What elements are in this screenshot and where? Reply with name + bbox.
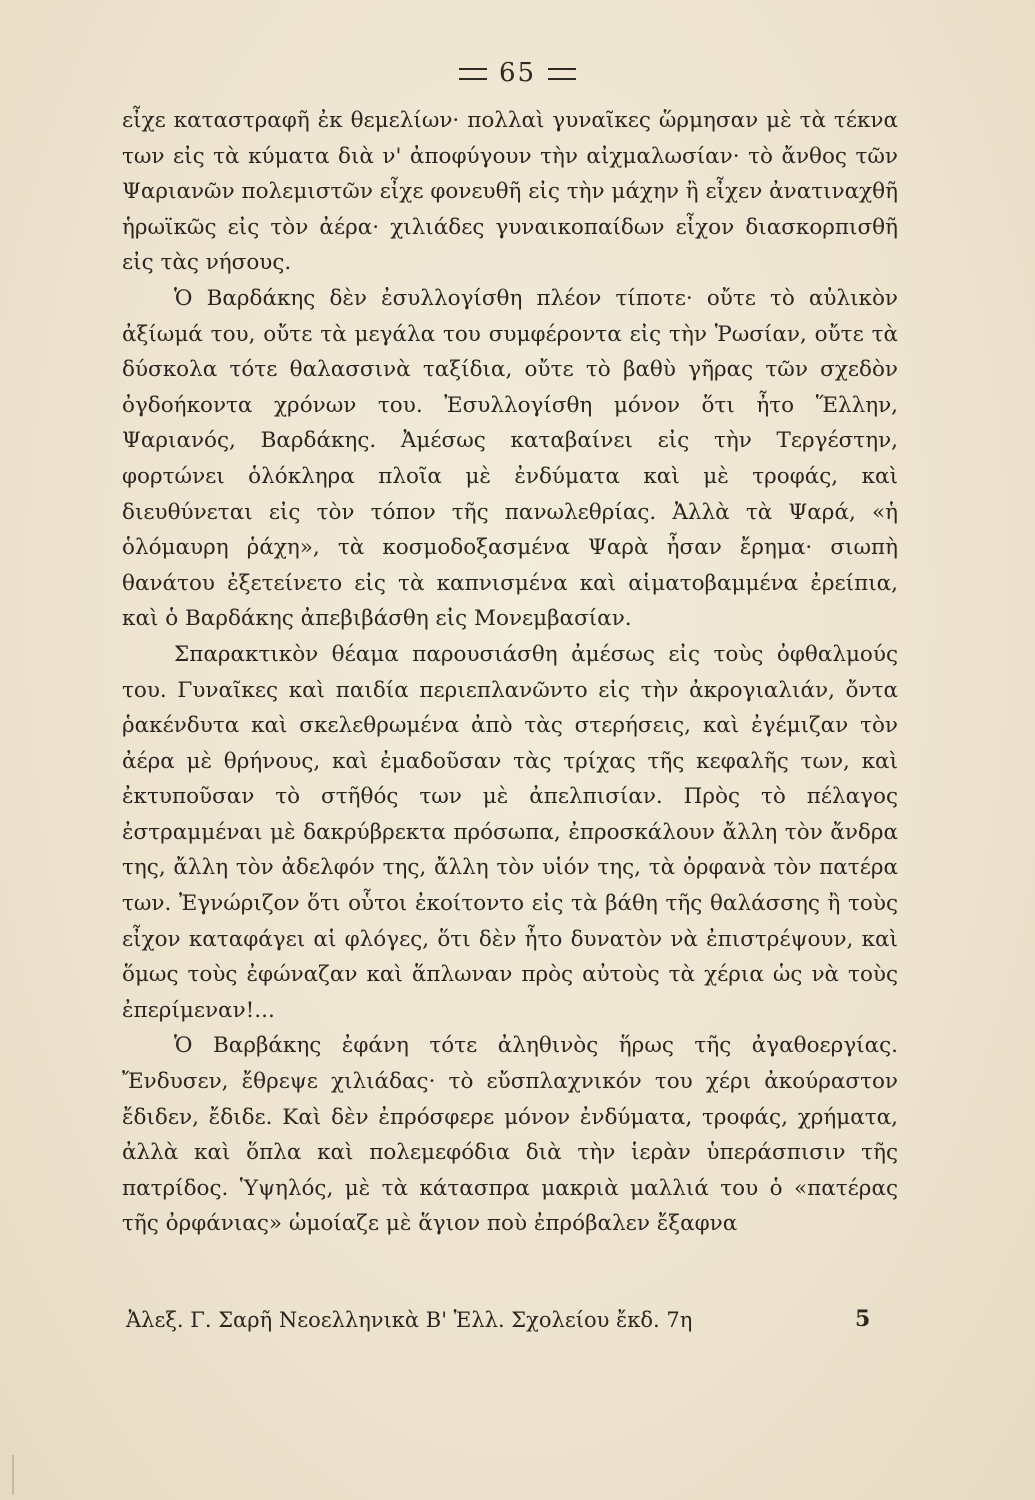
- footer-citation: Ἀλεξ. Γ. Σαρῆ Νεοελληνικὰ Β' Ἑλλ. Σχολείου ἔκδ. 7η: [126, 1308, 693, 1332]
- page-number-left-dash: [459, 68, 487, 80]
- paragraph-1: εἶχε καταστραφῆ ἐκ θεμελίων· πολλαὶ γυναῖκες ὥρμησαν μὲ τὰ τέκνα των εἰς τὰ κύματα διὰ ν' ἀποφύγουν τὴν αἰχμαλωσίαν· τὸ ἄνθος τῶν Ψαριανῶν πολεμιστῶν εἶχε φονευθῆ εἰς τὴν μάχην ἢ εἶχεν ἀνατιναχθῆ ἡρωϊκῶς εἰς τὸν ἀέρα· χιλιάδες γυναικοπαίδων εἶχον διασκορπισθῆ εἰς τὰς νήσους.: [122, 108, 898, 276]
- page-number-text: 65: [498, 58, 537, 88]
- paragraph-3: Σπαρακτικὸν θέαμα παρουσιάσθη ἀμέσως εἰς τοὺς ὀφθαλμούς του. Γυναῖκες καὶ παιδία περιεπλανῶντο εἰς τὴν ἀκρογιαλιάν, ὄντα ῥακένδυτα καὶ σκελεθρωμένα ἀπὸ τὰς στερήσεις, καὶ ἐγέμιζαν τὸν ἀέρα μὲ θρήνους, καὶ ἐμαδοῦσαν τὰς τρίχας τῆς κεφαλῆς των, καὶ ἐκτυποῦσαν τὸ στῆθός των μὲ ἀπελπισίαν. Πρὸς τὸ πέλαγος ἐστραμμέναι μὲ δακρύβρεκτα πρόσωπα, ἐπροσκάλουν ἄλλη τὸν ἄνδρα της, ἄλλη τὸν ἀδελφόν της, ἄλλη τὸν υἱόν της, τὰ ὀρφανὰ τὸν πατέρα των. Ἐγνώριζον ὅτι οὗτοι ἐκοίτοντο εἰς τὰ βάθη τῆς θαλάσσης ἢ τοὺς εἶχον καταφάγει αἱ φλόγες, ὅτι δὲν ἦτο δυνατὸν νὰ ἐπιστρέψουν, καὶ ὅμως τοὺς ἐφώναζαν καὶ ἅπλωναν πρὸς αὐτοὺς τὰ χέρια ὡς νὰ τοὺς ἐπερίμεναν!...: [122, 641, 898, 1023]
- page-number: [0, 58, 1035, 88]
- page-edge-mark: [12, 1455, 14, 1495]
- paragraph-4: Ὁ Βαρβάκης ἐφάνη τότε ἀληθινὸς ἥρως τῆς ἀγαθοεργίας. Ἔνδυσεν, ἔθρεψε χιλιάδας· τὸ εὔσπλαχνικόν του χέρι ἀκούραστον ἔδιδεν, ἔδιδε. Καὶ δὲν ἐπρόσφερε μόνον ἐνδύματα, τροφάς, χρήματα, ἀλλὰ καὶ ὅπλα καὶ πολεμεφόδια διὰ τὴν ἱερὰν ὑπεράσπισιν τῆς πατρίδος. Ὑψηλός, μὲ τὰ κάτασπρα μακριὰ μαλλιά του ὁ «πατέρας τῆς ὀρφάνιας» ὡμοίαζε μὲ ἅγιον ποὺ ἐπρόβαλεν ἔξαφνα: [122, 1033, 898, 1237]
- page-number-right-dash: [548, 68, 576, 80]
- paragraph-2: Ὁ Βαρδάκης δὲν ἐσυλλογίσθη πλέον τίποτε· οὔτε τὸ αὐλικὸν ἀξίωμά του, οὔτε τὰ μεγάλα του συμφέροντα εἰς τὴν Ῥωσίαν, οὔτε τὰ δύσκολα τότε θαλασσινὰ ταξίδια, οὔτε τὸ βαθὺ γῆρας τῶν σχεδὸν ὀγδοήκοντα χρόνων του. Ἐσυλλογίσθη μόνον ὅτι ἦτο Ἕλλην, Ψαριανός, Βαρδάκης. Ἀμέσως καταβαίνει εἰς τὴν Τεργέστην, φορτώνει ὁλόκληρα πλοῖα μὲ ἐνδύματα καὶ μὲ τροφάς, καὶ διευθύνεται εἰς τὸν τόπον τῆς πανωλεθρίας. Ἀλλὰ τὰ Ψαρά, «ἡ ὁλόμαυρη ῥάχη», τὰ κοσμοδοξασμένα Ψαρὰ ἦσαν ἔρημα· σιωπὴ θανάτου ἐξετείνετο εἰς τὰ καπνισμένα καὶ αἱματοβαμμένα ἐρείπια, καὶ ὁ Βαρδάκης ἀπεβιβάσθη εἰς Μονεμβασίαν.: [122, 285, 898, 632]
- signature-mark: 5: [855, 1306, 871, 1332]
- body-text: [122, 103, 898, 1242]
